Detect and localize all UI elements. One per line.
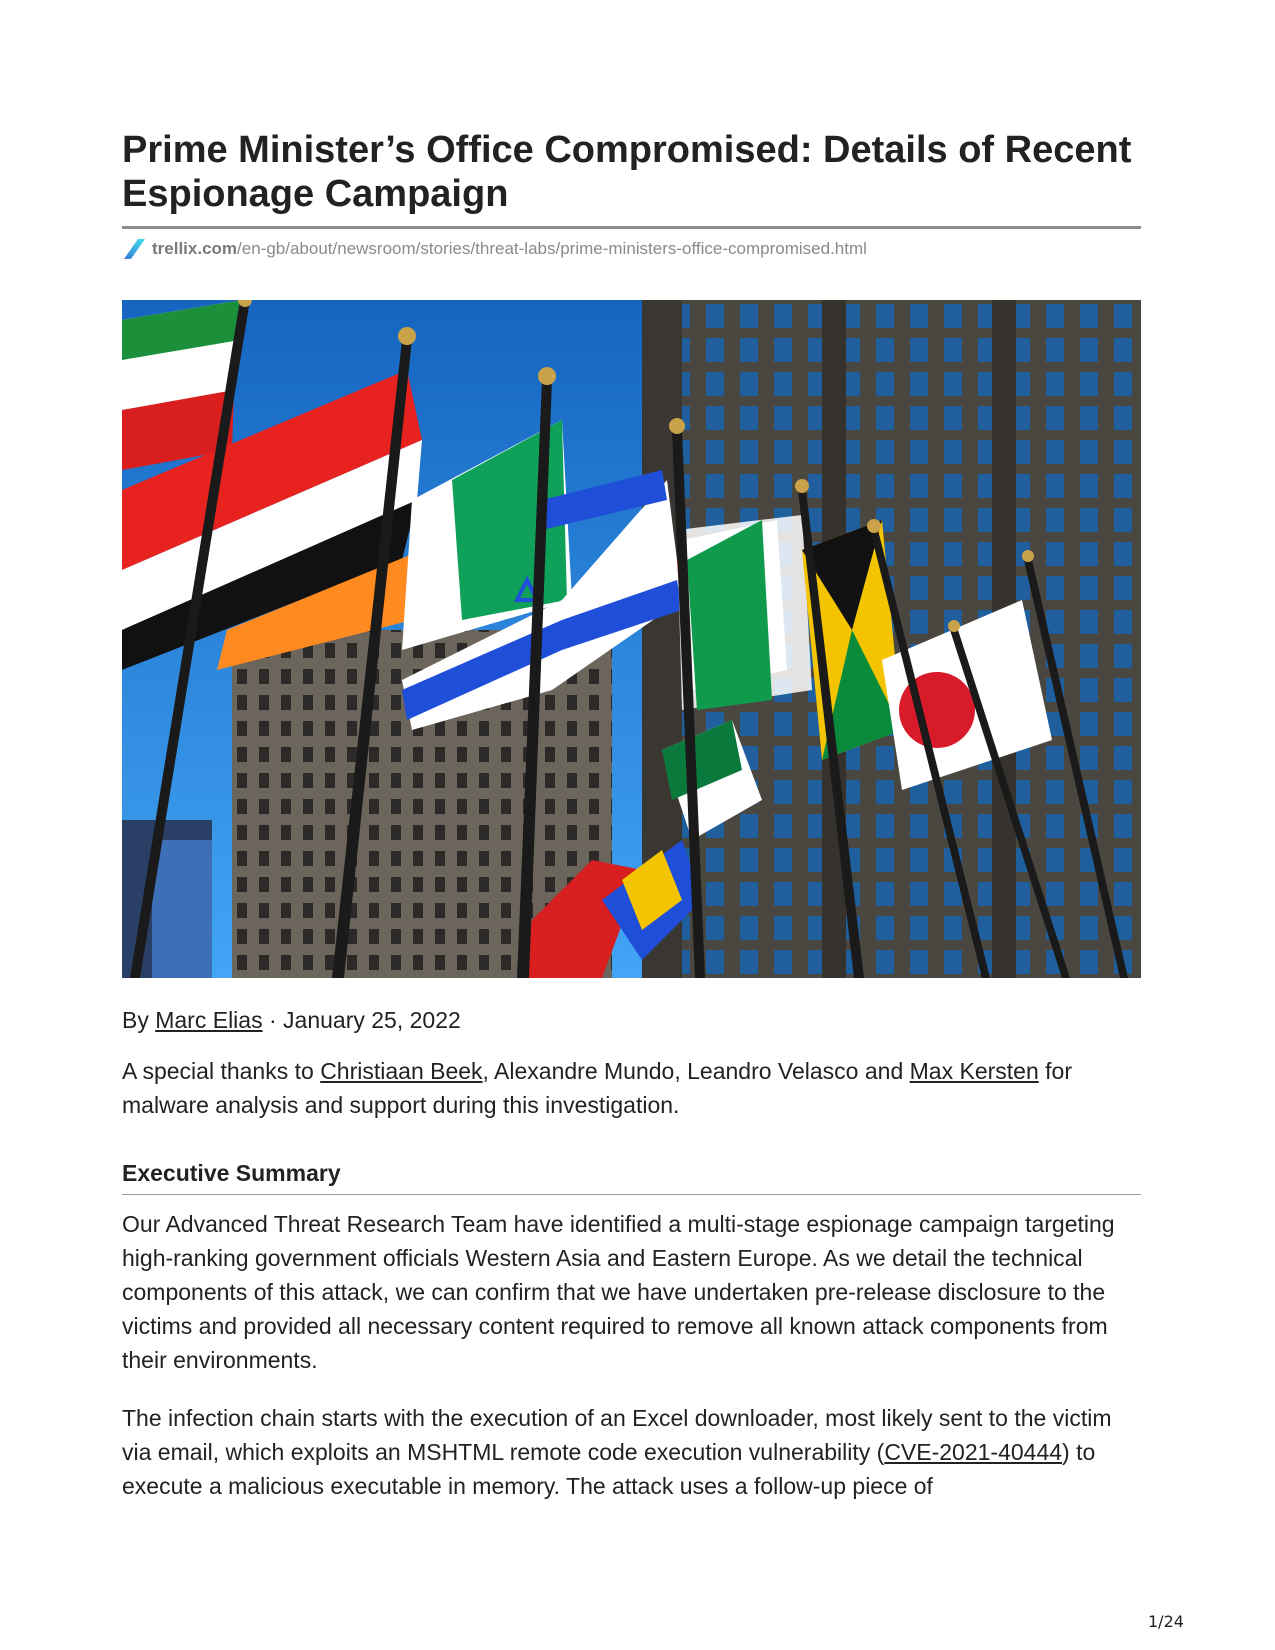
acknowledgements <box>122 1054 1141 1122</box>
section-heading-executive-summary: Executive Summary <box>122 1160 341 1186</box>
paragraph2-text-2: ) to execute a malicious executable in memory. The attack uses a follow-up piece of <box>122 1439 1096 1499</box>
summary-paragraph-2 <box>122 1401 1141 1503</box>
author-link[interactable]: Marc Elias <box>155 1007 263 1033</box>
flags-illustration <box>122 300 1141 978</box>
thanks-text-1: A special thanks to <box>122 1058 321 1084</box>
max-kersten-link[interactable]: Max Kersten <box>909 1058 1039 1084</box>
hero-image-flags <box>122 300 1141 978</box>
publish-date: January 25, 2022 <box>283 1007 461 1033</box>
source-path: /en-gb/about/newsroom/stories/threat-labs/prime-ministers-office-compromised.html <box>237 239 867 258</box>
cve-link[interactable]: CVE-2021-40444 <box>884 1439 1063 1465</box>
source-domain: trellix.com <box>152 239 238 258</box>
page-number: 1/24 <box>1148 1612 1184 1631</box>
byline <box>122 1005 461 1035</box>
thanks-text-2: , Alexandre Mundo, Leandro Velasco and <box>482 1058 910 1084</box>
summary-paragraph-1: Our Advanced Threat Research Team have identified a multi-stage espionage campaign targeting high-ranking government officials Western Asia and Eastern Europe. As we detail the technical components of this attack, we can confirm that we have undertaken pre-release disclosure to the victims and provided all necessary content required to remove all known attack components from their environments. <box>122 1211 1115 1373</box>
section-divider <box>122 1194 1141 1195</box>
byline-separator: · <box>262 1007 284 1033</box>
title-divider <box>122 226 1141 229</box>
byline-prefix: By <box>122 1007 156 1033</box>
thanks-text-3: for malware analysis and support during this investigation. <box>122 1058 1072 1118</box>
paragraph2-text-1: The infection chain starts with the execution of an Excel downloader, most likely sent to the victim via email, which exploits an MSHTML remote code execution vulnerability ( <box>122 1405 1112 1465</box>
page-title: Prime Minister’s Office Compromised: Details of Recent Espionage Campaign <box>122 129 1132 215</box>
source-link[interactable] <box>122 238 867 260</box>
trellix-logo-icon <box>122 238 148 260</box>
christiaan-beek-link[interactable]: Christiaan Beek <box>320 1058 483 1084</box>
